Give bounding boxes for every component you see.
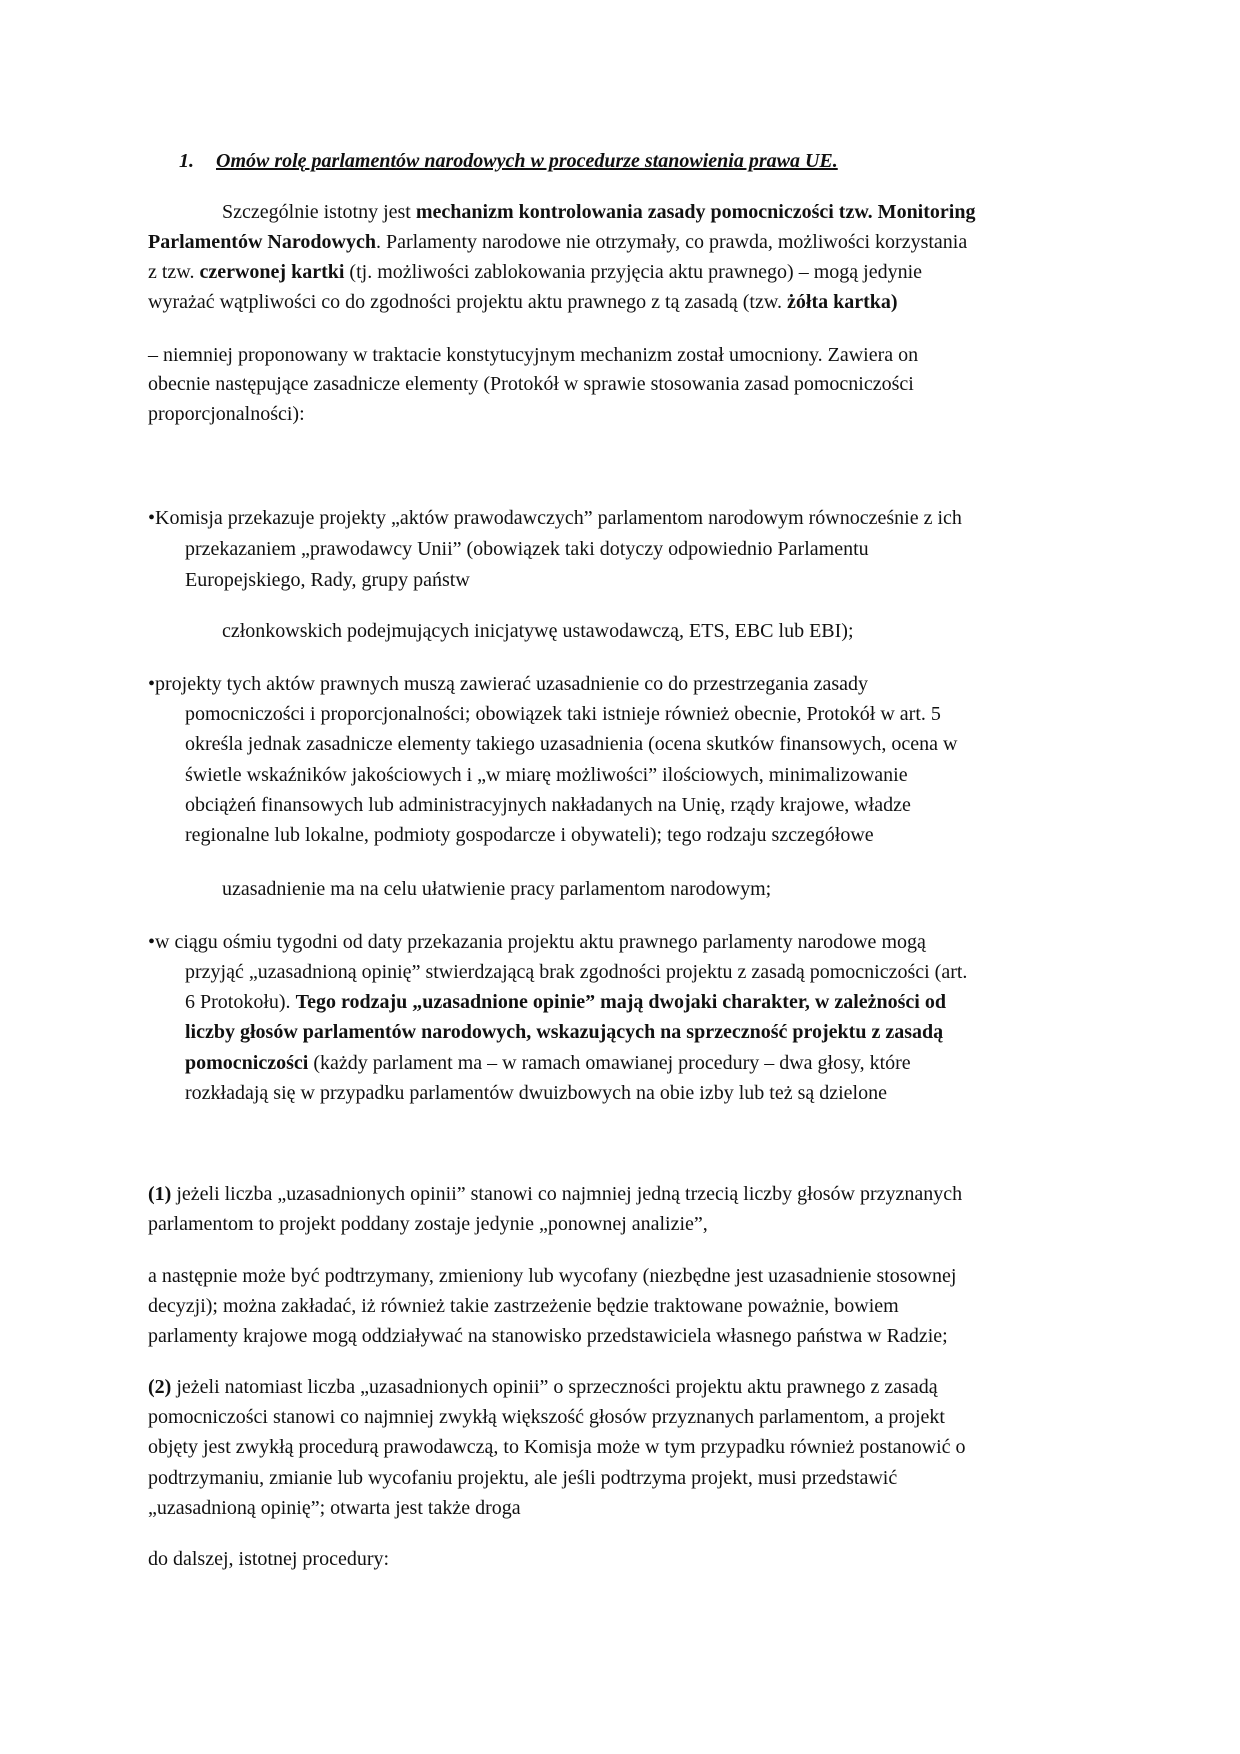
text-line [148,290,898,314]
text-run: obecnie następujące zasadnicze elementy (Protokół w sprawie stosowania zasad pomocniczości [148,373,914,395]
text-line [222,200,975,224]
text-run: decyzji); można zakładać, iż również takie zastrzeżenie będzie traktowane poważnie, bowiem [148,1295,899,1317]
text-run: •w ciągu ośmiu tygodni od daty przekazania projektu aktu prawnego parlamenty narodowe mogą [148,931,926,953]
text-run: pomocniczości i proporcjonalności; obowiązek taki istnieje również obecnie, Protokół w art. 5 [185,703,941,725]
heading-number: 1. [179,150,194,172]
text-line [148,1466,897,1490]
text-line [148,230,967,254]
text-run: określa jednak zasadnicze elementy takiego uzasadnienia (ocena skutków finansowych, ocena w [185,733,958,755]
text-run: 6 Protokołu). [185,991,296,1013]
text-line [148,372,914,396]
text-run: parlamentom to projekt poddany zostaje jedynie „ponownej analizie”, [148,1213,708,1235]
text-run: uzasadnienie ma na celu ułatwienie pracy parlamentom narodowym; [222,878,772,900]
text-line [148,1324,948,1348]
text-line [148,1264,956,1288]
text-run: proporcjonalności): [148,403,305,425]
text-run: . Parlamenty narodowe nie otrzymały, co prawda, możliwości korzystania [375,231,968,253]
text-line [185,1020,943,1044]
text-run: jeżeli natomiast liczba „uzasadnionych opinii” o sprzeczności projektu aktu prawnego z zasadą [171,1376,938,1398]
text-run: członkowskich podejmujących inicjatywę ustawodawczą, ETS, EBC lub EBI); [222,620,854,642]
bold-text: czerwonej kartki [199,261,345,283]
text-run: •projekty tych aktów prawnych muszą zawierać uzasadnienie co do przestrzegania zasady [148,673,869,695]
heading-text: Omów rolę parlamentów narodowych w procedurze stanowienia prawa UE. [216,150,838,172]
text-line [148,1375,938,1399]
bold-text: Tego rodzaju „uzasadnione opinie” mają dwojaki charakter, w zależności od [295,991,946,1013]
text-run: przyjąć „uzasadnioną opinię” stwierdzającą brak zgodności projektu z zasadą pomocniczości (art. [185,961,968,983]
text-run: pomocniczości stanowi co najmniej zwykłą większość głosów przyznanych parlamentom, a projekt [148,1406,945,1428]
text-run: wyrażać wątpliwości co do zgodności projektu aktu prawnego z tą zasadą (tzw. [148,291,788,313]
text-run: jeżeli liczba „uzasadnionych opinii” stanowi co najmniej jedną trzecią liczby głosów przyznanych [171,1183,963,1205]
text-run: regionalne lub lokalne, podmioty gospodarcze i obywateli); tego rodzaju szczegółowe [185,824,874,846]
text-line [148,1212,708,1236]
text-line [185,990,946,1014]
bold-text: żółta kartka) [787,291,898,313]
text-line [148,260,922,284]
text-line [222,619,854,643]
text-line [148,1182,962,1206]
text-line [148,506,962,530]
text-run: parlamenty krajowe mogą oddziaływać na stanowisko przedstawiciela własnego państwa w Radzie; [148,1325,948,1347]
text-line [185,702,941,726]
text-run: rozkładają się w przypadku parlamentów dwuizbowych na obie izby lub też są dzielone [185,1082,887,1104]
text-line [185,568,470,592]
text-line [148,930,926,954]
text-line [148,402,305,426]
section-heading [179,150,838,173]
text-line [185,537,869,561]
text-run: „uzasadnioną opinię”; otwarta jest także droga [148,1497,521,1519]
text-run: obciążeń finansowych lub administracyjnych nakładanych na Unię, rządy krajowe, władze [185,794,911,816]
bold-text: (1) [148,1183,172,1205]
text-run: z tzw. [148,261,200,283]
bold-text: (2) [148,1376,172,1398]
text-line [185,823,874,847]
text-run: – niemniej proponowany w traktacie konstytucyjnym mechanizm został umocniony. Zawiera on [148,344,919,366]
text-line [185,1081,887,1105]
text-run: a następnie może być podtrzymany, zmieniony lub wycofany (niezbędne jest uzasadnienie stosownej [148,1265,957,1287]
text-run: podtrzymaniu, zmianie lub wycofaniu projektu, ale jeśli podtrzyma projekt, musi przedstawić [148,1467,898,1489]
text-run: •Komisja przekazuje projekty „aktów prawodawczych” parlamentom narodowym równocześnie z ich [148,507,962,529]
text-line [148,1294,899,1318]
text-line [185,763,908,787]
text-line [185,960,967,984]
text-line [222,877,771,901]
text-run: (każdy parlament ma – w ramach omawianej procedury – dwa głosy, które [308,1052,911,1074]
text-run: przekazaniem „prawodawcy Unii” (obowiązek taki dotyczy odpowiednio Parlamentu [185,538,869,560]
bold-text: liczby głosów parlamentów narodowych, wskazujących na sprzeczność projektu z zasadą [185,1021,944,1043]
text-run: Europejskiego, Rady, grupy państw [185,569,470,591]
text-line [185,732,957,756]
text-line [185,1051,911,1075]
bold-text: mechanizm kontrolowania zasady pomocniczości tzw. Monitoring [415,201,976,223]
text-run: do dalszej, istotnej procedury: [148,1548,390,1570]
text-run: świetle wskaźników jakościowych i „w miarę możliwości” ilościowych, minimalizowanie [185,764,908,786]
text-line [148,1547,389,1571]
text-line [148,1496,521,1520]
text-line [148,1435,966,1459]
bold-text: Parlamentów Narodowych [148,231,376,253]
text-line [185,793,911,817]
text-line [148,1405,945,1429]
text-run: (tj. możliwości zablokowania przyjęcia aktu prawnego) – mogą jedynie [344,261,922,283]
text-run: objęty jest zwykłą procedurą prawodawczą, to Komisja może w tym przypadku również postanowić o [148,1436,966,1458]
text-line [148,672,868,696]
text-run: Szczególnie istotny jest [222,201,416,223]
bold-text: pomocniczości [185,1052,309,1074]
text-line [148,343,918,367]
